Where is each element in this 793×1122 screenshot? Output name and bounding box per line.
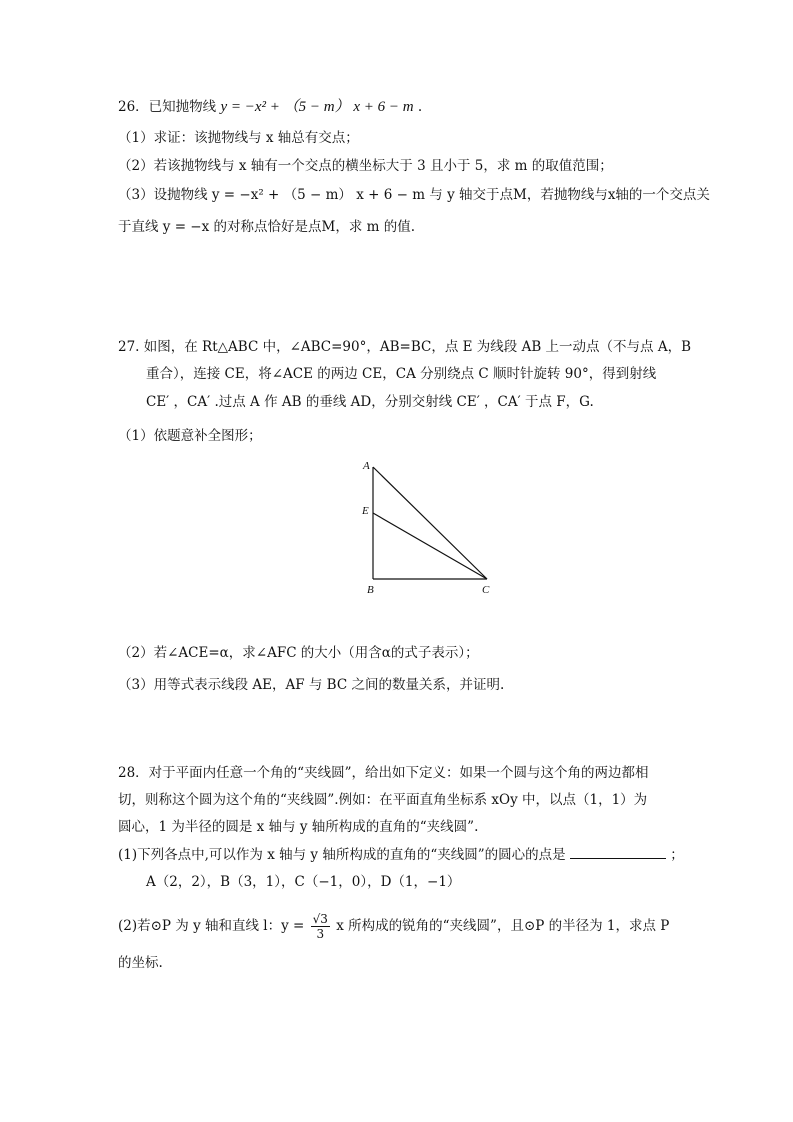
q28-line1: 28．对于平面内任意一个角的“夹线圆”，给出如下定义：如果一个圆与这个角的两边都相 bbox=[118, 765, 649, 781]
q28-part1: (1)下列各点中,可以作为 x 轴与 y 轴所构成的直角的“夹线圆”的圆心的点是 ； bbox=[118, 844, 684, 865]
q26-part3-line1: （3）设抛物线 y = −x² + （5 − m） x + 6 − m 与 y 轴交于点M，若抛物线与x轴的一个交点关 bbox=[118, 187, 710, 203]
q28-line2: 切，则称这个圆为这个角的“夹线圆”.例如：在平面直角坐标系 xOy 中，以点（1，1）为 bbox=[118, 792, 648, 808]
q26-part3-line2: 于直线 y = −x 的对称点恰好是点M，求 m 的值. bbox=[118, 219, 416, 235]
q26-formula: y = −x² + （5 − m） x + 6 − m bbox=[220, 99, 414, 115]
q28-line3: 圆心，1 为半径的圆是 x 轴与 y 轴所构成的直角的“夹线圆”. bbox=[118, 819, 479, 835]
answer-blank[interactable] bbox=[570, 844, 666, 859]
label-e: E bbox=[362, 505, 369, 517]
q28-part2-line2: 的坐标. bbox=[118, 955, 163, 971]
q27-part3: （3）用等式表示线段 AE，AF 与 BC 之间的数量关系，并证明. bbox=[118, 677, 505, 693]
label-a: A bbox=[363, 460, 370, 472]
q28-part2: (2)若⊙P 为 y 轴和直线 l：y = $\frac{√3}{3}$ x 所构成的锐角的“夹线圆”，且⊙P 的半径为 1，求点 P bbox=[118, 912, 670, 941]
q26-part2: （2）若该抛物线与 x 轴有一个交点的横坐标大于 3 且小于 5，求 m 的取值范围； bbox=[118, 158, 613, 174]
sqrt3-over-3-fraction: $\frac{√3}{3}$ bbox=[312, 912, 328, 941]
q27-part1: （1）依题意补全图形； bbox=[118, 428, 262, 444]
q26-part1: （1）求证：该抛物线与 x 轴总有交点； bbox=[118, 130, 359, 146]
q26-stem: 26．已知抛物线 y = −x² + （5 − m） x + 6 − m . bbox=[118, 99, 423, 115]
triangle-figure bbox=[355, 455, 505, 600]
q27-part2: （2）若∠ACE=α，求∠AFC 的大小（用含α的式子表示）； bbox=[118, 645, 479, 661]
label-c: C bbox=[482, 584, 490, 596]
label-b: B bbox=[367, 584, 374, 596]
q27-line3: CE′ ，CA′ .过点 A 作 AB 的垂线 AD，分别交射线 CE′ ，CA′ 于点 F，G. bbox=[146, 394, 594, 410]
q27-line2: 重合），连接 CE，将∠ACE 的两边 CE，CA 分别绕点 C 顺时针旋转 90°，得到射线 bbox=[146, 366, 657, 382]
q28-points: A（2，2），B（3，1），C（−1，0），D（1，−1） bbox=[146, 874, 461, 890]
q27-line1: 27. 如图，在 Rt△ABC 中，∠ABC=90°，AB=BC，点 E 为线段 AB 上一动点（不与点 A，B bbox=[118, 339, 691, 355]
